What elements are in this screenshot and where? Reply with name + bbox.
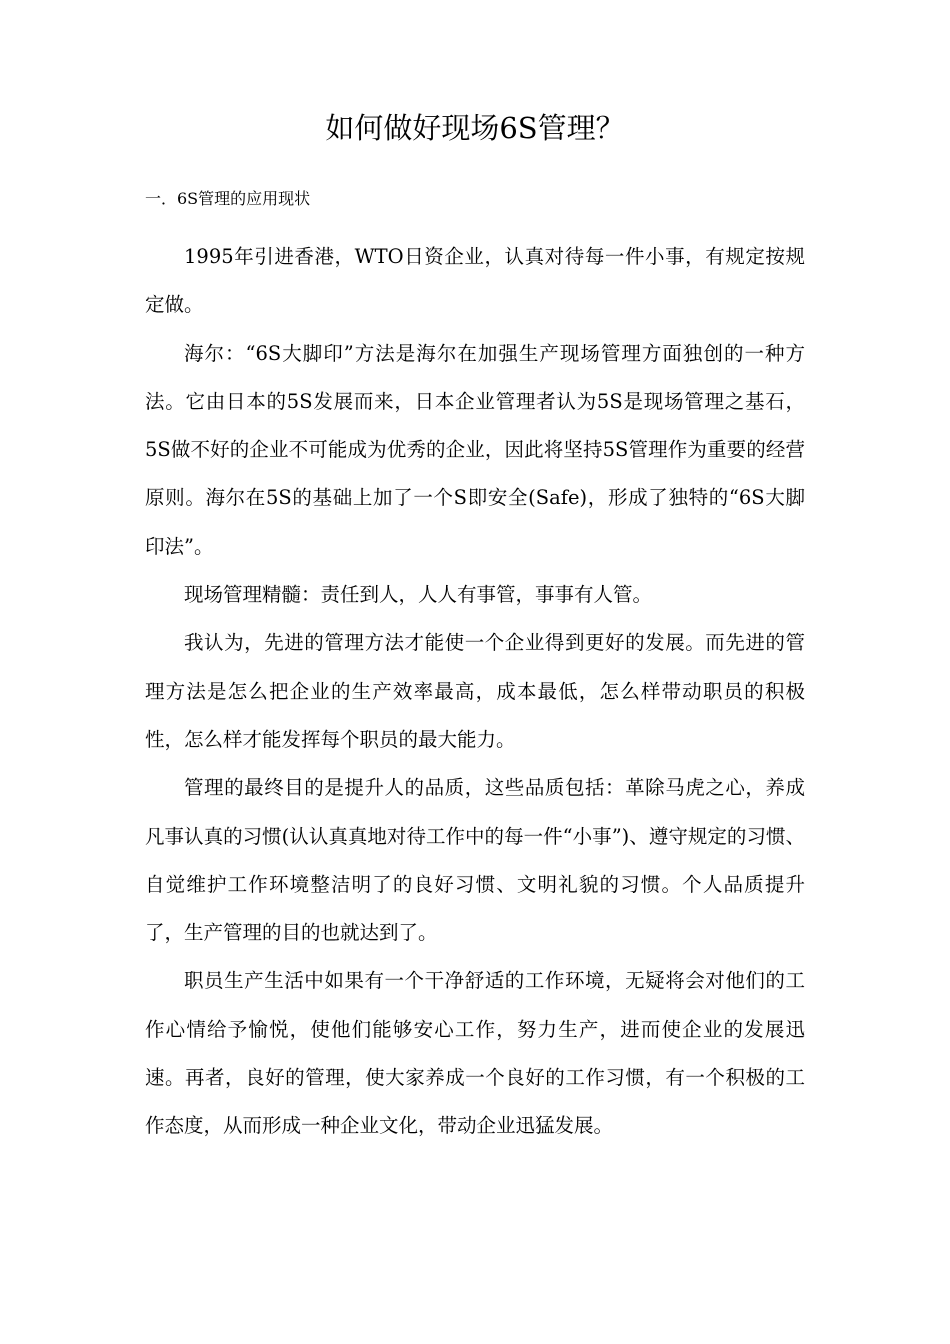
paragraph-3: 现场管理精髓：责任到人，人人有事管，事事有人管。 [184, 583, 653, 607]
paragraph-6: 职员生产生活中如果有一个干净舒适的工作环境，无疑将会对他们的工作心情给予愉悦，使他们能够安心工作，努力生产，进而使企业的发展迅速。再者，良好的管理，使大家养成一个良好的工作习惯，有一个积极的工作态度，从而形成一种企业文化，带动企业迅猛发展。 [145, 969, 805, 1138]
paragraph-1: 1995年引进香港，WTO日资企业，认真对待每一件小事，有规定按规定做。 [145, 245, 805, 317]
paragraph-5: 管理的最终目的是提升人的品质，这些品质包括：革除马虎之心，养成凡事认真的习惯(认认真真地对待工作中的每一件“小事”)、遵守规定的习惯、自觉维护工作环境整洁明了的良好习惯、文明礼貌的习惯。个人品质提升了，生产管理的目的也就达到了。 [145, 776, 805, 945]
section-heading: 一．6S管理的应用现状 [145, 189, 311, 208]
paragraph-2: 海尔：“6S大脚印”方法是海尔在加强生产现场管理方面独创的一种方法。它由日本的5S发展而来，日本企业管理者认为5S是现场管理之基石，5S做不好的企业不可能成为优秀的企业，因此将坚持5S管理作为重要的经营原则。海尔在5S的基础上加了一个S即安全(Safe)，形成了独特的“6S大脚印法”。 [145, 341, 805, 558]
document-body [145, 233, 805, 1151]
paragraph-4: 我认为，先进的管理方法才能使一个企业得到更好的发展。而先进的管理方法是怎么把企业的生产效率最高，成本最低，怎么样带动职员的积极性，怎么样才能发挥每个职员的最大能力。 [145, 631, 805, 751]
document-title: 如何做好现场6S管理？ [325, 111, 625, 145]
